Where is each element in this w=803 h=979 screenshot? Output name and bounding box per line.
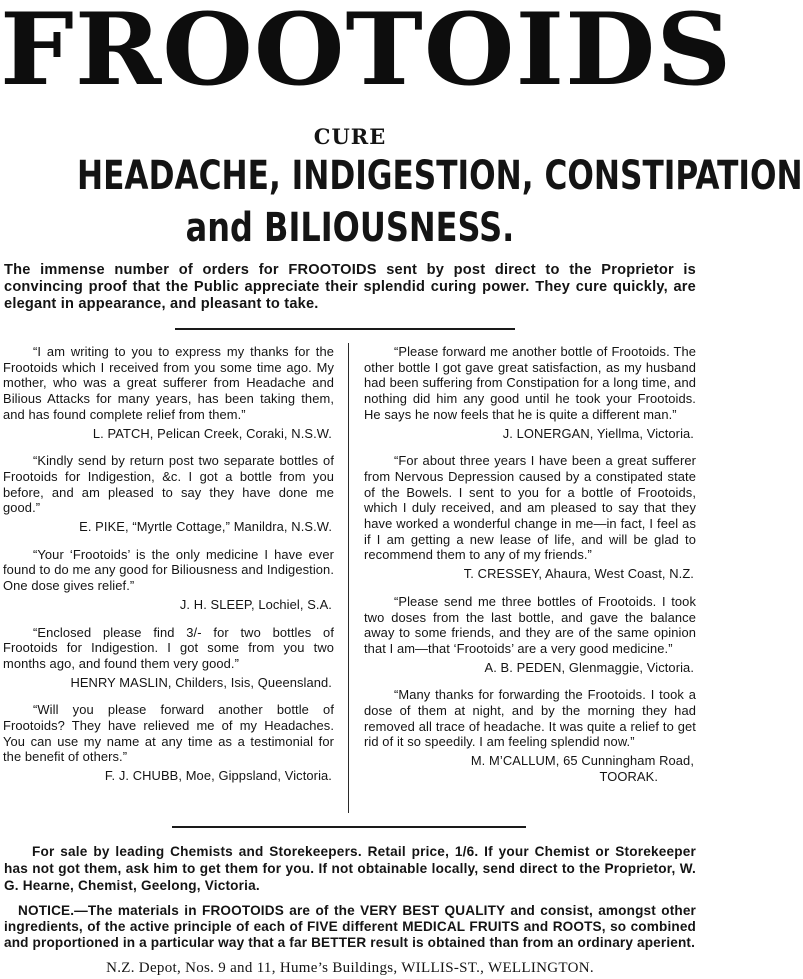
- testimonial-signature: M. M’CALLUM, 65 Cunningham Road,: [470, 753, 694, 769]
- testimonial: [3, 344, 334, 441]
- testimonial: [364, 687, 696, 784]
- top-divider: [175, 328, 515, 330]
- testimonial-signature: F. J. CHUBB, Moe, Gippsland, Victoria.: [104, 768, 332, 784]
- testimonial-text: “Kindly send by return post two separate bottles of Frootoids for Indigestion, &c. I got a bottle from you before, and am pleased to say they have done me good.”: [3, 453, 334, 516]
- testimonial-text: “Many thanks for forwarding the Frootoids. I took a dose of them at night, and by the morning they had removed all trace of headache. It was quite a relief to get rid of it so speedily. I am feeling splendid now.”: [364, 687, 696, 750]
- testimonials-left-column: [3, 344, 334, 796]
- intro-paragraph: The immense number of orders for FROOTOIDS sent by post direct to the Proprietor is convincing proof that the Public appreciate their splendid curing power. They cure quickly, are elegant in appearance, and pleasant to take.: [4, 262, 696, 312]
- testimonial-signature: A. B. PEDEN, Glenmaggie, Victoria.: [484, 659, 694, 675]
- testimonial-signature-line-2: TOORAK.: [599, 768, 658, 784]
- testimonial: [3, 702, 334, 784]
- testimonial-text: “Your ‘Frootoids’ is the only medicine I have ever found to do me any good for Biliousness and Indigestion. One dose gives relief.”: [3, 546, 334, 594]
- testimonial: [364, 453, 696, 582]
- testimonial: [3, 547, 334, 613]
- column-divider: [348, 343, 349, 813]
- testimonial: [3, 453, 334, 535]
- testimonial-signature: J. LONERGAN, Yiellma, Victoria.: [502, 425, 694, 441]
- testimonial: [364, 344, 696, 441]
- testimonial-text: “I am writing to you to express my thanks for the Frootoids which I received from you some time ago. My mother, who was a great sufferer from Headache and Bilious Attacks for many years, has been taking them, and has found complete relief from them.”: [3, 344, 334, 422]
- testimonial-text: “Enclosed please find 3/- for two bottles of Frootoids for Indigestion. I got some from you two months ago, and found them very good.”: [3, 624, 334, 671]
- sale-paragraph: For sale by leading Chemists and Storekeepers. Retail price, 1/6. If your Chemist or Storekeeper has not got them, ask him to get them for you. If not obtainable locally, send direct to the Proprietor, W. G. Hearne, Chemist, Geelong, Victoria.: [4, 844, 696, 893]
- headline-cure: CURE: [313, 124, 387, 149]
- masthead-title: FROOTOIDS: [0, 0, 733, 108]
- testimonial-text: “Will you please forward another bottle of Frootoids? They have relieved me of my Headaches. You can use my name at any time as a testimonial for the benefit of others.”: [3, 702, 334, 765]
- testimonial-signature: HENRY MASLIN, Childers, Isis, Queensland.: [70, 674, 332, 690]
- headline-line-1: HEADACHE, INDIGESTION, CONSTIPATION: [77, 153, 803, 199]
- headline-line-2: and BILIOUSNESS.: [185, 205, 515, 251]
- testimonial-text: “Please forward me another bottle of Frootoids. The other bottle I got gave great satisfaction, as my husband had been suffering from Constipation for a long time, and nothing did him any good until he took your Frootoids. He says he now feels that he is quite a different man.”: [364, 344, 696, 422]
- testimonial-signature: J. H. SLEEP, Lochiel, S.A.: [179, 596, 332, 612]
- testimonial: [3, 625, 334, 691]
- bottom-divider: [172, 826, 526, 828]
- notice-paragraph: NOTICE.—The materials in FROOTOIDS are of the VERY BEST QUALITY and consist, amongst other ingredients, of the active principle of each of FIVE different MEDICAL FRUITS and ROOTS, so combined and proportioned in a particular way that a far BETTER result is obtained than from an ordinary aperient.: [4, 903, 696, 950]
- testimonial-text: “For about three years I have been a great sufferer from Nervous Depression caused by a constipated state of the Bowels. I sent to you for a bottle of Frootoids, which I duly received, and am pleased to say that they have worked a wonderful change in me—in fact, I feel as if I am getting a new lease of life, and will be glad to recommend them to any of my friends.”: [364, 453, 696, 563]
- depot-address: N.Z. Depot, Nos. 9 and 11, Hume’s Buildings, WILLIS-ST., WELLINGTON.: [106, 960, 594, 976]
- testimonial-signature: E. PIKE, “Myrtle Cottage,” Manildra, N.S.W.: [79, 519, 332, 535]
- headline-ailments: [0, 150, 803, 254]
- testimonials-right-column: [364, 344, 696, 797]
- testimonial: [364, 594, 696, 676]
- testimonial-signature: L. PATCH, Pelican Creek, Coraki, N.S.W.: [92, 425, 332, 441]
- testimonial-text: “Please send me three bottles of Frootoids. I took two doses from the last bottle, and gave the balance away to some friends, and they are of the same opinion that I am—that ‘Frootoids’ are a very good medicine.”: [364, 593, 696, 656]
- testimonial-signature: T. CRESSEY, Ahaura, West Coast, N.Z.: [463, 566, 694, 582]
